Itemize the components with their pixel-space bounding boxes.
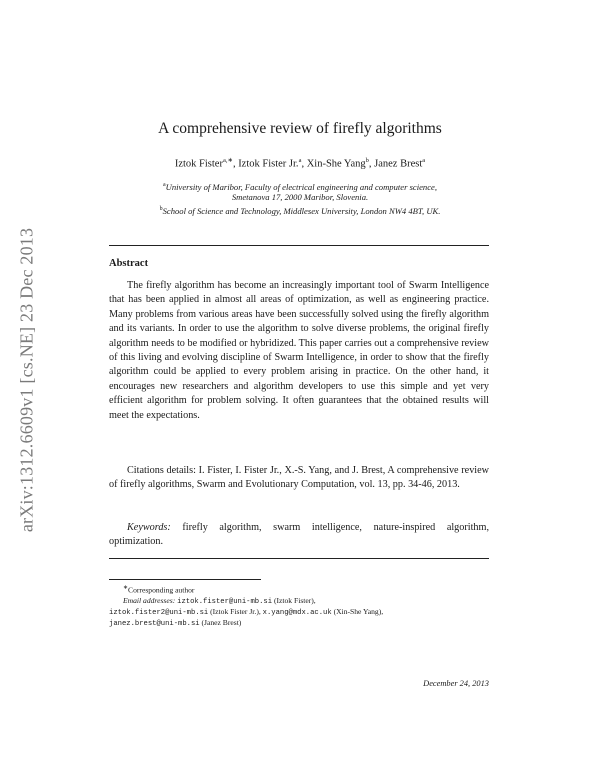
footnote-emails-line3: janez.brest@uni-mb.si (Janez Brest) <box>109 618 242 628</box>
author-name: Iztok Fister Jr. <box>238 158 299 170</box>
author-marks: a,∗ <box>222 157 233 164</box>
affiliation-a-address: Smetanova 17, 2000 Maribor, Slovenia. <box>231 192 369 202</box>
author-marks: a <box>422 157 426 164</box>
top-rule <box>109 245 489 246</box>
author-marks: b <box>365 157 369 164</box>
footnote-emails: Email addresses: iztok.fister@uni-mb.si (Iztok Fister), <box>123 596 316 606</box>
author-name: Xin-She Yang <box>306 158 366 170</box>
email-link[interactable]: iztok.fister2@uni-mb.si <box>109 609 209 617</box>
affiliation-b: $^b$School of Science and Technology, Middlesex University, London NW4 4BT, UK. <box>159 205 441 216</box>
author-list: Iztok Fister$^{a,∗}$, Iztok Fister Jr.$^a$, Xin-She Yang$^b$, Janez Brest$^a$ <box>174 157 426 170</box>
footnote-rule <box>109 579 261 580</box>
email-link[interactable]: janez.brest@uni-mb.si <box>109 620 200 628</box>
email-link[interactable]: iztok.fister@uni-mb.si <box>177 598 273 606</box>
arxiv-stamp <box>12 200 42 560</box>
author-name: Iztok Fister <box>174 158 223 170</box>
abstract-body: The firefly algorithm has become an increasingly important tool of Swarm Intelligence that has been applied in almost all areas of optimization, as well as engineering practice. Many problems from various areas have been successfully solved using the firefly algorithm and its variants. In order to use the algorithm to solve diverse problems, the original firefly algorithm needs to be modified or hybridized. This paper carries out a comprehensive review of this living and evolving discipline of Swarm Intelligence, in order to show that the firefly algorithm could be applied to every problem arising in practice. On the other hand, it encourages new researchers and algorithm developers to use this simple and yet very efficient algorithm for problem solving. It often guarantees that the obtained results will meet the expectations. <box>109 280 489 421</box>
footnote-emails-line2: iztok.fister2@uni-mb.si (Iztok Fister Jr.), x.yang@mdx.ac.uk (Xin-She Yang), <box>109 607 384 617</box>
keywords-text: firefly algorithm, swarm intelligence, nature-inspired algorithm, optimization. <box>109 522 489 548</box>
keywords <box>109 521 489 550</box>
email-link[interactable]: x.yang@mdx.ac.uk <box>262 609 332 617</box>
keywords-label: Keywords: <box>127 522 171 533</box>
footnote-corresponding: ∗Corresponding author <box>123 585 195 595</box>
bottom-rule <box>109 558 489 559</box>
preprint-date: December 24, 2013 <box>423 679 489 688</box>
arxiv-stamp-text: arXiv:1312.6609v1 [cs.NE] 23 Dec 2013 <box>16 227 37 533</box>
paper-title: A comprehensive review of firefly algorithms <box>158 120 442 137</box>
affiliation-a: $^a$University of Maribor, Faculty of electrical engineering and computer science, <box>162 181 438 192</box>
author-name: Janez Brest <box>374 158 423 170</box>
abstract-heading: Abstract <box>109 258 149 269</box>
author-marks: a <box>298 157 302 164</box>
citation-details: Citations details: I. Fister, I. Fister Jr., X.-S. Yang, and J. Brest, A comprehensive review of firefly algorithms, Swarm and Evolutionary Computation, vol. 13, pp. 34-46, 2013. <box>109 465 489 491</box>
